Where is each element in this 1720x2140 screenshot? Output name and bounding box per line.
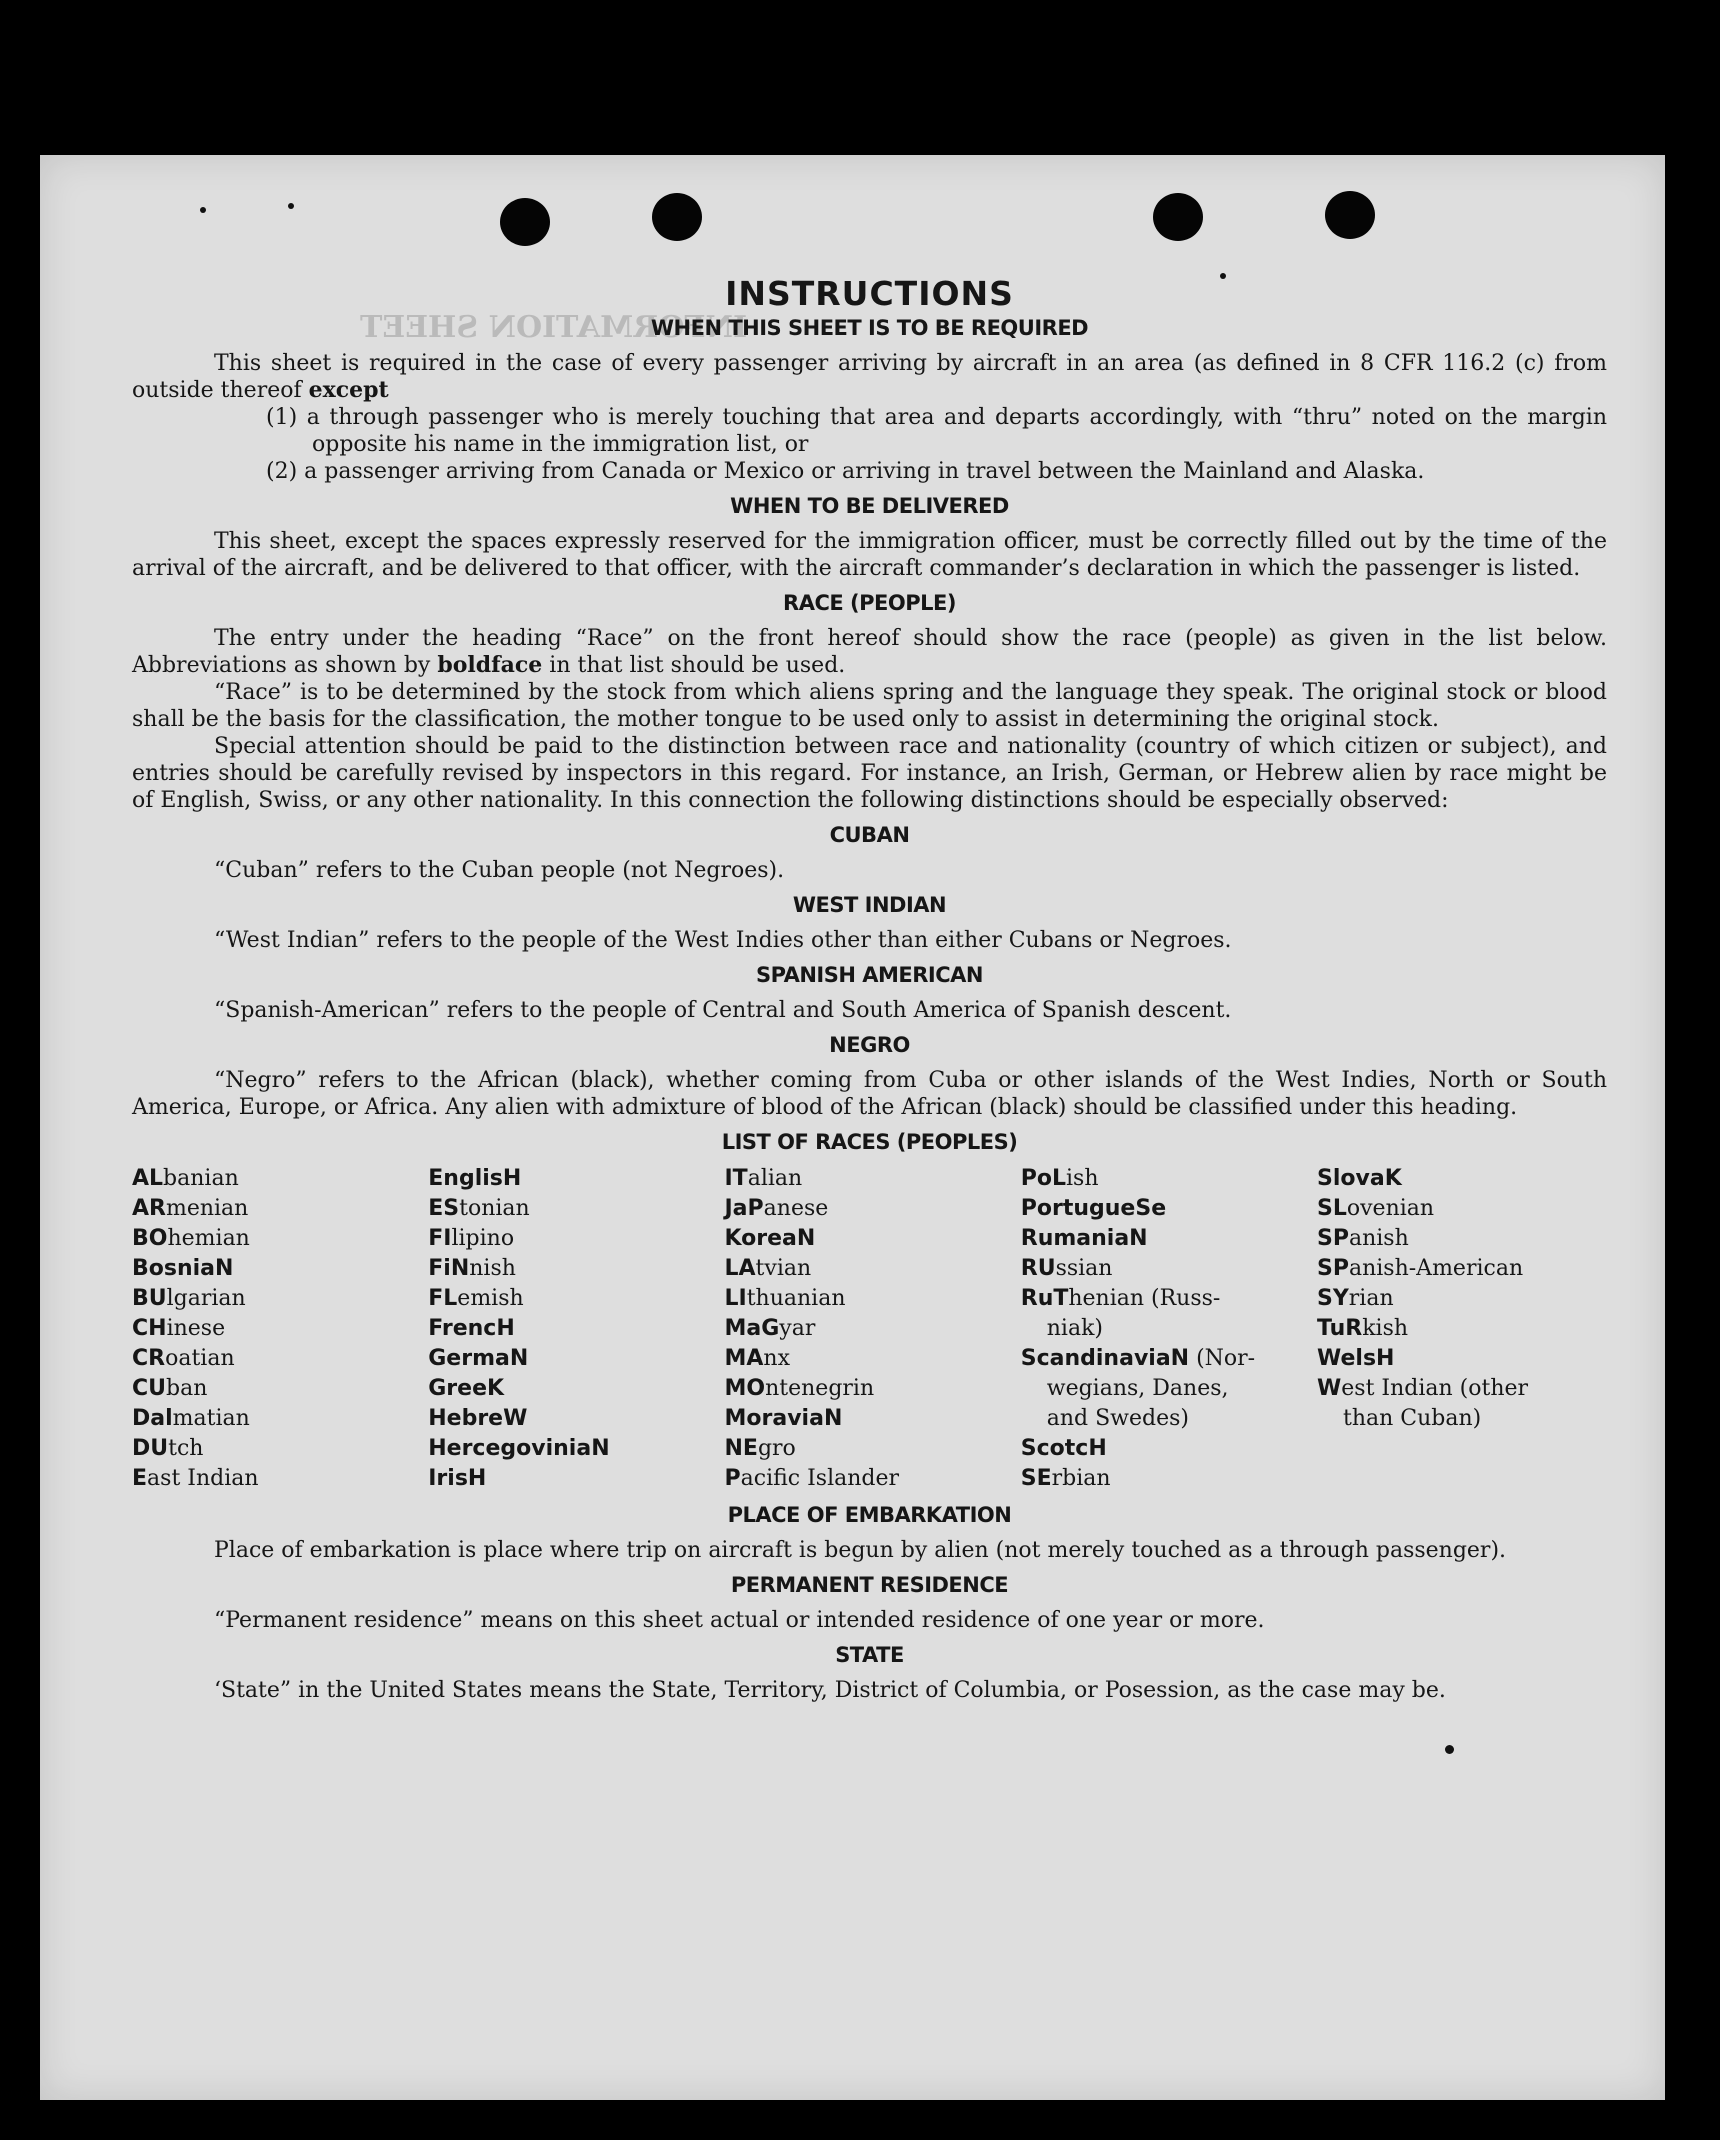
race-text: tvian bbox=[755, 1256, 812, 1281]
race-abbrev: Bosnia bbox=[132, 1256, 216, 1281]
race-entry bbox=[428, 1374, 718, 1404]
race-entry bbox=[428, 1254, 718, 1284]
race-abbrev: P bbox=[724, 1466, 741, 1491]
race-entry bbox=[725, 1284, 1015, 1314]
race-abbrev: Korea bbox=[724, 1226, 797, 1251]
races-column bbox=[1021, 1164, 1311, 1494]
race-abbrev: FI bbox=[428, 1226, 452, 1251]
race-entry bbox=[1317, 1344, 1607, 1374]
race-text: thuanian bbox=[746, 1286, 846, 1311]
race-text: matian bbox=[172, 1406, 250, 1431]
race-text: est Indian (other bbox=[1341, 1376, 1529, 1401]
race-text: gro bbox=[757, 1436, 796, 1461]
race-abbrev: TuR bbox=[1317, 1316, 1363, 1341]
race-entry bbox=[1021, 1314, 1311, 1344]
race-text: anese bbox=[763, 1196, 829, 1221]
race-entry bbox=[1021, 1254, 1311, 1284]
paragraph-when-delivered: This sheet, except the spaces expressly reserved for the immigration officer, must be correctly filled out by the time of the arrival of the aircraft, and be delivered to that officer, with the aircraft commander’s declaration in which the passenger is listed. bbox=[132, 529, 1607, 581]
race-text: henian (Russ- bbox=[1068, 1286, 1221, 1311]
race-entry bbox=[1317, 1404, 1607, 1434]
paragraph-race-1 bbox=[132, 625, 1607, 679]
race-text: ban bbox=[166, 1376, 208, 1401]
race-entry bbox=[428, 1224, 718, 1254]
races-list bbox=[132, 1164, 1607, 1494]
race-abbrev: N bbox=[509, 1346, 529, 1371]
race-abbrev: CR bbox=[132, 1346, 166, 1371]
heading-list-of-races: LIST OF RACES (PEOPLES) bbox=[721, 1130, 1018, 1154]
race-entry bbox=[1021, 1164, 1311, 1194]
heading-state: STATE bbox=[835, 1643, 904, 1667]
race-entry bbox=[428, 1164, 718, 1194]
race-abbrev: Se bbox=[1135, 1196, 1167, 1221]
race-entry bbox=[428, 1194, 718, 1224]
race-abbrev: H bbox=[467, 1466, 487, 1491]
race-text: acific Islander bbox=[740, 1466, 900, 1491]
race-abbrev: N bbox=[591, 1436, 610, 1461]
race-entry bbox=[1021, 1404, 1311, 1434]
race-text: than Cuban) bbox=[1343, 1406, 1482, 1431]
race-abbrev: ES bbox=[428, 1196, 460, 1221]
race-text: lgarian bbox=[166, 1286, 246, 1311]
race-text: yar bbox=[779, 1316, 816, 1341]
paragraph-permanent-residence: “Permanent residence” means on this sheet actual or intended residence of one year or more. bbox=[214, 1608, 1265, 1633]
races-column bbox=[725, 1164, 1015, 1494]
race-text: rbian bbox=[1051, 1466, 1111, 1491]
race-entry bbox=[428, 1284, 718, 1314]
race-abbrev: W bbox=[503, 1406, 528, 1431]
race-abbrev: SE bbox=[1020, 1466, 1052, 1491]
race-abbrev: BU bbox=[132, 1286, 167, 1311]
punch-hole bbox=[652, 193, 702, 241]
race-abbrev: NE bbox=[724, 1436, 758, 1461]
race-text: emish bbox=[457, 1286, 524, 1311]
race-text: wegians, Danes, bbox=[1046, 1376, 1229, 1401]
paragraph-race-3: Special attention should be paid to the distinction between race and nationality (country of which citizen or subject), and entries should be carefully revised by inspectors in this regard. For instance, an Irish, German, or Hebrew alien by race might be of English, Swiss, or any other nationality. In this connection the following distinctions should be especially observed: bbox=[132, 734, 1607, 813]
race-text: anish bbox=[1348, 1226, 1409, 1251]
race-text: tch bbox=[168, 1436, 204, 1461]
race-abbrev: E bbox=[132, 1466, 148, 1491]
race-abbrev: JaP bbox=[724, 1196, 764, 1221]
race-entry bbox=[132, 1374, 422, 1404]
race-entry bbox=[1317, 1194, 1607, 1224]
race-text: and Swedes) bbox=[1046, 1406, 1190, 1431]
races-column bbox=[1317, 1164, 1607, 1494]
race-entry bbox=[725, 1434, 1015, 1464]
race-entry bbox=[132, 1224, 422, 1254]
race-entry bbox=[1021, 1344, 1311, 1374]
race-entry bbox=[132, 1284, 422, 1314]
race-abbrev: H bbox=[502, 1166, 522, 1191]
race-abbrev: Hercegovinia bbox=[428, 1436, 592, 1461]
race-text: ish bbox=[1066, 1166, 1099, 1191]
race-text: tonian bbox=[459, 1196, 530, 1221]
race-abbrev: Rumania bbox=[1020, 1226, 1130, 1251]
race-text: nish bbox=[469, 1256, 516, 1281]
punch-hole bbox=[1153, 193, 1203, 241]
reverse-side-bleed: INFORMATION SHEET bbox=[360, 310, 748, 345]
race-entry bbox=[1317, 1254, 1607, 1284]
race-entry bbox=[132, 1254, 422, 1284]
race-abbrev: Gree bbox=[428, 1376, 487, 1401]
race-abbrev: DU bbox=[132, 1436, 169, 1461]
heading-negro: NEGRO bbox=[829, 1033, 910, 1057]
race-entry bbox=[1021, 1434, 1311, 1464]
race-entry bbox=[132, 1464, 422, 1494]
text: The entry under the heading “Race” on the front hereof should show the race (people) as given in the list below. Abbreviations as shown by bbox=[132, 626, 1607, 678]
paragraph-west-indian: “West Indian” refers to the people of the West Indies other than either Cubans or Negroes. bbox=[214, 928, 1232, 953]
race-abbrev: Dal bbox=[132, 1406, 173, 1431]
document-page bbox=[40, 155, 1665, 2100]
race-entry bbox=[1317, 1374, 1607, 1404]
race-text: anish-American bbox=[1348, 1256, 1524, 1281]
race-abbrev: N bbox=[823, 1406, 843, 1431]
race-text: kish bbox=[1362, 1316, 1409, 1341]
heading-when-delivered: WHEN TO BE DELIVERED bbox=[730, 494, 1009, 518]
race-entry bbox=[725, 1344, 1015, 1374]
race-entry bbox=[725, 1254, 1015, 1284]
race-abbrev: SP bbox=[1317, 1256, 1349, 1281]
paragraph-race-2: “Race” is to be determined by the stock from which aliens spring and the language they speak. The original stock or blood shall be the basis for the classification, the mother tongue to be used only to assist in determining the original stock. bbox=[132, 680, 1607, 732]
race-entry bbox=[725, 1194, 1015, 1224]
race-abbrev: Moravia bbox=[724, 1406, 824, 1431]
race-abbrev: PoL bbox=[1020, 1166, 1067, 1191]
race-text: lipino bbox=[451, 1226, 515, 1251]
heading-cuban: CUBAN bbox=[829, 823, 910, 847]
race-abbrev: CU bbox=[132, 1376, 167, 1401]
race-abbrev: Hebre bbox=[428, 1406, 504, 1431]
race-abbrev: Portugue bbox=[1020, 1196, 1136, 1221]
race-text: oatian bbox=[165, 1346, 235, 1371]
race-entry bbox=[725, 1404, 1015, 1434]
heading-permanent-residence: PERMANENT RESIDENCE bbox=[730, 1573, 1009, 1597]
race-entry bbox=[725, 1314, 1015, 1344]
race-text: ntenegrin bbox=[765, 1376, 875, 1401]
race-entry bbox=[725, 1464, 1015, 1494]
race-abbrev: W bbox=[1317, 1376, 1342, 1401]
bold-text: boldface bbox=[437, 652, 543, 678]
paragraph-embarkation: Place of embarkation is place where trip on aircraft is begun by alien (not merely touched as a through passenger). bbox=[214, 1538, 1507, 1563]
race-entry bbox=[1317, 1314, 1607, 1344]
race-text: ovenian bbox=[1346, 1196, 1435, 1221]
race-entry bbox=[428, 1314, 718, 1344]
paragraph-cuban: “Cuban” refers to the Cuban people (not Negroes). bbox=[214, 858, 785, 883]
race-entry bbox=[1317, 1284, 1607, 1314]
page-title: INSTRUCTIONS bbox=[725, 274, 1014, 313]
race-entry bbox=[132, 1164, 422, 1194]
race-text: rian bbox=[1348, 1286, 1394, 1311]
races-column bbox=[132, 1164, 422, 1494]
race-abbrev: AR bbox=[132, 1196, 166, 1221]
ink-speck bbox=[1445, 1745, 1454, 1754]
race-abbrev: FL bbox=[428, 1286, 458, 1311]
race-abbrev: H bbox=[496, 1316, 515, 1341]
race-abbrev: N bbox=[1170, 1346, 1190, 1371]
race-abbrev: LI bbox=[724, 1286, 747, 1311]
race-text: inese bbox=[166, 1316, 226, 1341]
exception-item-1: (1) a through passenger who is merely touching that area and departs accordingly, with “thru” noted on the margin opposite his name in the immigration list, or bbox=[266, 405, 1607, 457]
race-abbrev: H bbox=[1376, 1346, 1395, 1371]
instructions-content bbox=[132, 274, 1607, 1704]
race-text: alian bbox=[747, 1166, 803, 1191]
race-abbrev: Scotc bbox=[1020, 1436, 1089, 1461]
races-column bbox=[428, 1164, 718, 1494]
ink-speck bbox=[200, 207, 206, 213]
race-text: (Nor- bbox=[1189, 1346, 1256, 1371]
punch-hole bbox=[1325, 191, 1375, 239]
paragraph-state: ‘State” in the United States means the State, Territory, District of Columbia, or Posession, as the case may be. bbox=[214, 1678, 1446, 1703]
race-abbrev: Scandinavia bbox=[1020, 1346, 1171, 1371]
race-abbrev: K bbox=[487, 1376, 505, 1401]
paragraph-spanish-american: “Spanish-American” refers to the people of Central and South America of Spanish descent. bbox=[214, 998, 1232, 1023]
race-entry bbox=[1317, 1224, 1607, 1254]
race-abbrev: Frenc bbox=[428, 1316, 497, 1341]
race-text: ast Indian bbox=[147, 1466, 259, 1491]
race-abbrev: H bbox=[1088, 1436, 1107, 1461]
race-abbrev: IT bbox=[724, 1166, 748, 1191]
text: This sheet is required in the case of every passenger arriving by aircraft in an area (as defined in 8 CFR 116.2 (c) from outside thereof bbox=[132, 351, 1607, 403]
race-abbrev: N bbox=[796, 1226, 816, 1251]
race-text: banian bbox=[163, 1166, 239, 1191]
race-text: hemian bbox=[167, 1226, 250, 1251]
race-text: niak) bbox=[1046, 1316, 1103, 1341]
heading-spanish-american: SPANISH AMERICAN bbox=[756, 963, 983, 987]
race-entry bbox=[725, 1224, 1015, 1254]
race-entry bbox=[428, 1344, 718, 1374]
race-abbrev: Englis bbox=[428, 1166, 503, 1191]
heading-race: RACE (PEOPLE) bbox=[783, 591, 956, 615]
race-entry bbox=[1021, 1224, 1311, 1254]
race-abbrev: CH bbox=[132, 1316, 167, 1341]
paragraph-negro: “Negro” refers to the African (black), whether coming from Cuba or other islands of the West Indies, North or South America, Europe, or Africa. Any alien with admixture of blood of the African (black) should be classified under this heading. bbox=[132, 1068, 1607, 1120]
paragraph-when-required bbox=[132, 350, 1607, 404]
race-entry bbox=[132, 1314, 422, 1344]
race-entry bbox=[428, 1434, 718, 1464]
race-entry bbox=[1021, 1194, 1311, 1224]
race-text: ssian bbox=[1055, 1256, 1113, 1281]
race-abbrev: K bbox=[1384, 1166, 1402, 1191]
exception-item-2: (2) a passenger arriving from Canada or Mexico or arriving in travel between the Mainland and Alaska. bbox=[266, 459, 1425, 484]
race-abbrev: Germa bbox=[428, 1346, 510, 1371]
race-abbrev: LA bbox=[724, 1256, 756, 1281]
ink-speck bbox=[288, 203, 294, 209]
race-entry bbox=[1021, 1284, 1311, 1314]
punch-hole bbox=[500, 198, 550, 246]
race-abbrev: N bbox=[215, 1256, 234, 1281]
race-text: menian bbox=[165, 1196, 249, 1221]
heading-when-required: WHEN THIS SHEET IS TO BE REQUIRED bbox=[650, 316, 1089, 340]
race-abbrev: MO bbox=[724, 1376, 766, 1401]
race-abbrev: Iris bbox=[428, 1466, 468, 1491]
race-abbrev: Slova bbox=[1317, 1166, 1385, 1191]
race-abbrev: SL bbox=[1317, 1196, 1347, 1221]
race-entry bbox=[132, 1344, 422, 1374]
text: in that list should be used. bbox=[549, 653, 846, 678]
race-entry bbox=[725, 1374, 1015, 1404]
heading-west-indian: WEST INDIAN bbox=[792, 893, 947, 917]
race-abbrev: N bbox=[1129, 1226, 1148, 1251]
race-entry bbox=[132, 1434, 422, 1464]
race-entry bbox=[132, 1404, 422, 1434]
bold-text: except bbox=[308, 377, 389, 403]
race-abbrev: FiN bbox=[428, 1256, 470, 1281]
race-abbrev: MaG bbox=[724, 1316, 780, 1341]
race-entry bbox=[1021, 1464, 1311, 1494]
race-abbrev: Wels bbox=[1317, 1346, 1377, 1371]
race-entry bbox=[725, 1164, 1015, 1194]
race-abbrev: SY bbox=[1317, 1286, 1349, 1311]
race-entry bbox=[428, 1464, 718, 1494]
race-abbrev: AL bbox=[132, 1166, 164, 1191]
race-text: nx bbox=[763, 1346, 790, 1371]
ink-speck bbox=[1220, 273, 1226, 279]
race-entry bbox=[132, 1194, 422, 1224]
race-entry bbox=[1021, 1374, 1311, 1404]
race-abbrev: MA bbox=[724, 1346, 764, 1371]
race-abbrev: RU bbox=[1020, 1256, 1056, 1281]
race-abbrev: RuT bbox=[1020, 1286, 1069, 1311]
race-abbrev: BO bbox=[132, 1226, 168, 1251]
race-abbrev: SP bbox=[1317, 1226, 1349, 1251]
heading-embarkation: PLACE OF EMBARKATION bbox=[727, 1503, 1012, 1527]
race-entry bbox=[428, 1404, 718, 1434]
race-entry bbox=[1317, 1164, 1607, 1194]
